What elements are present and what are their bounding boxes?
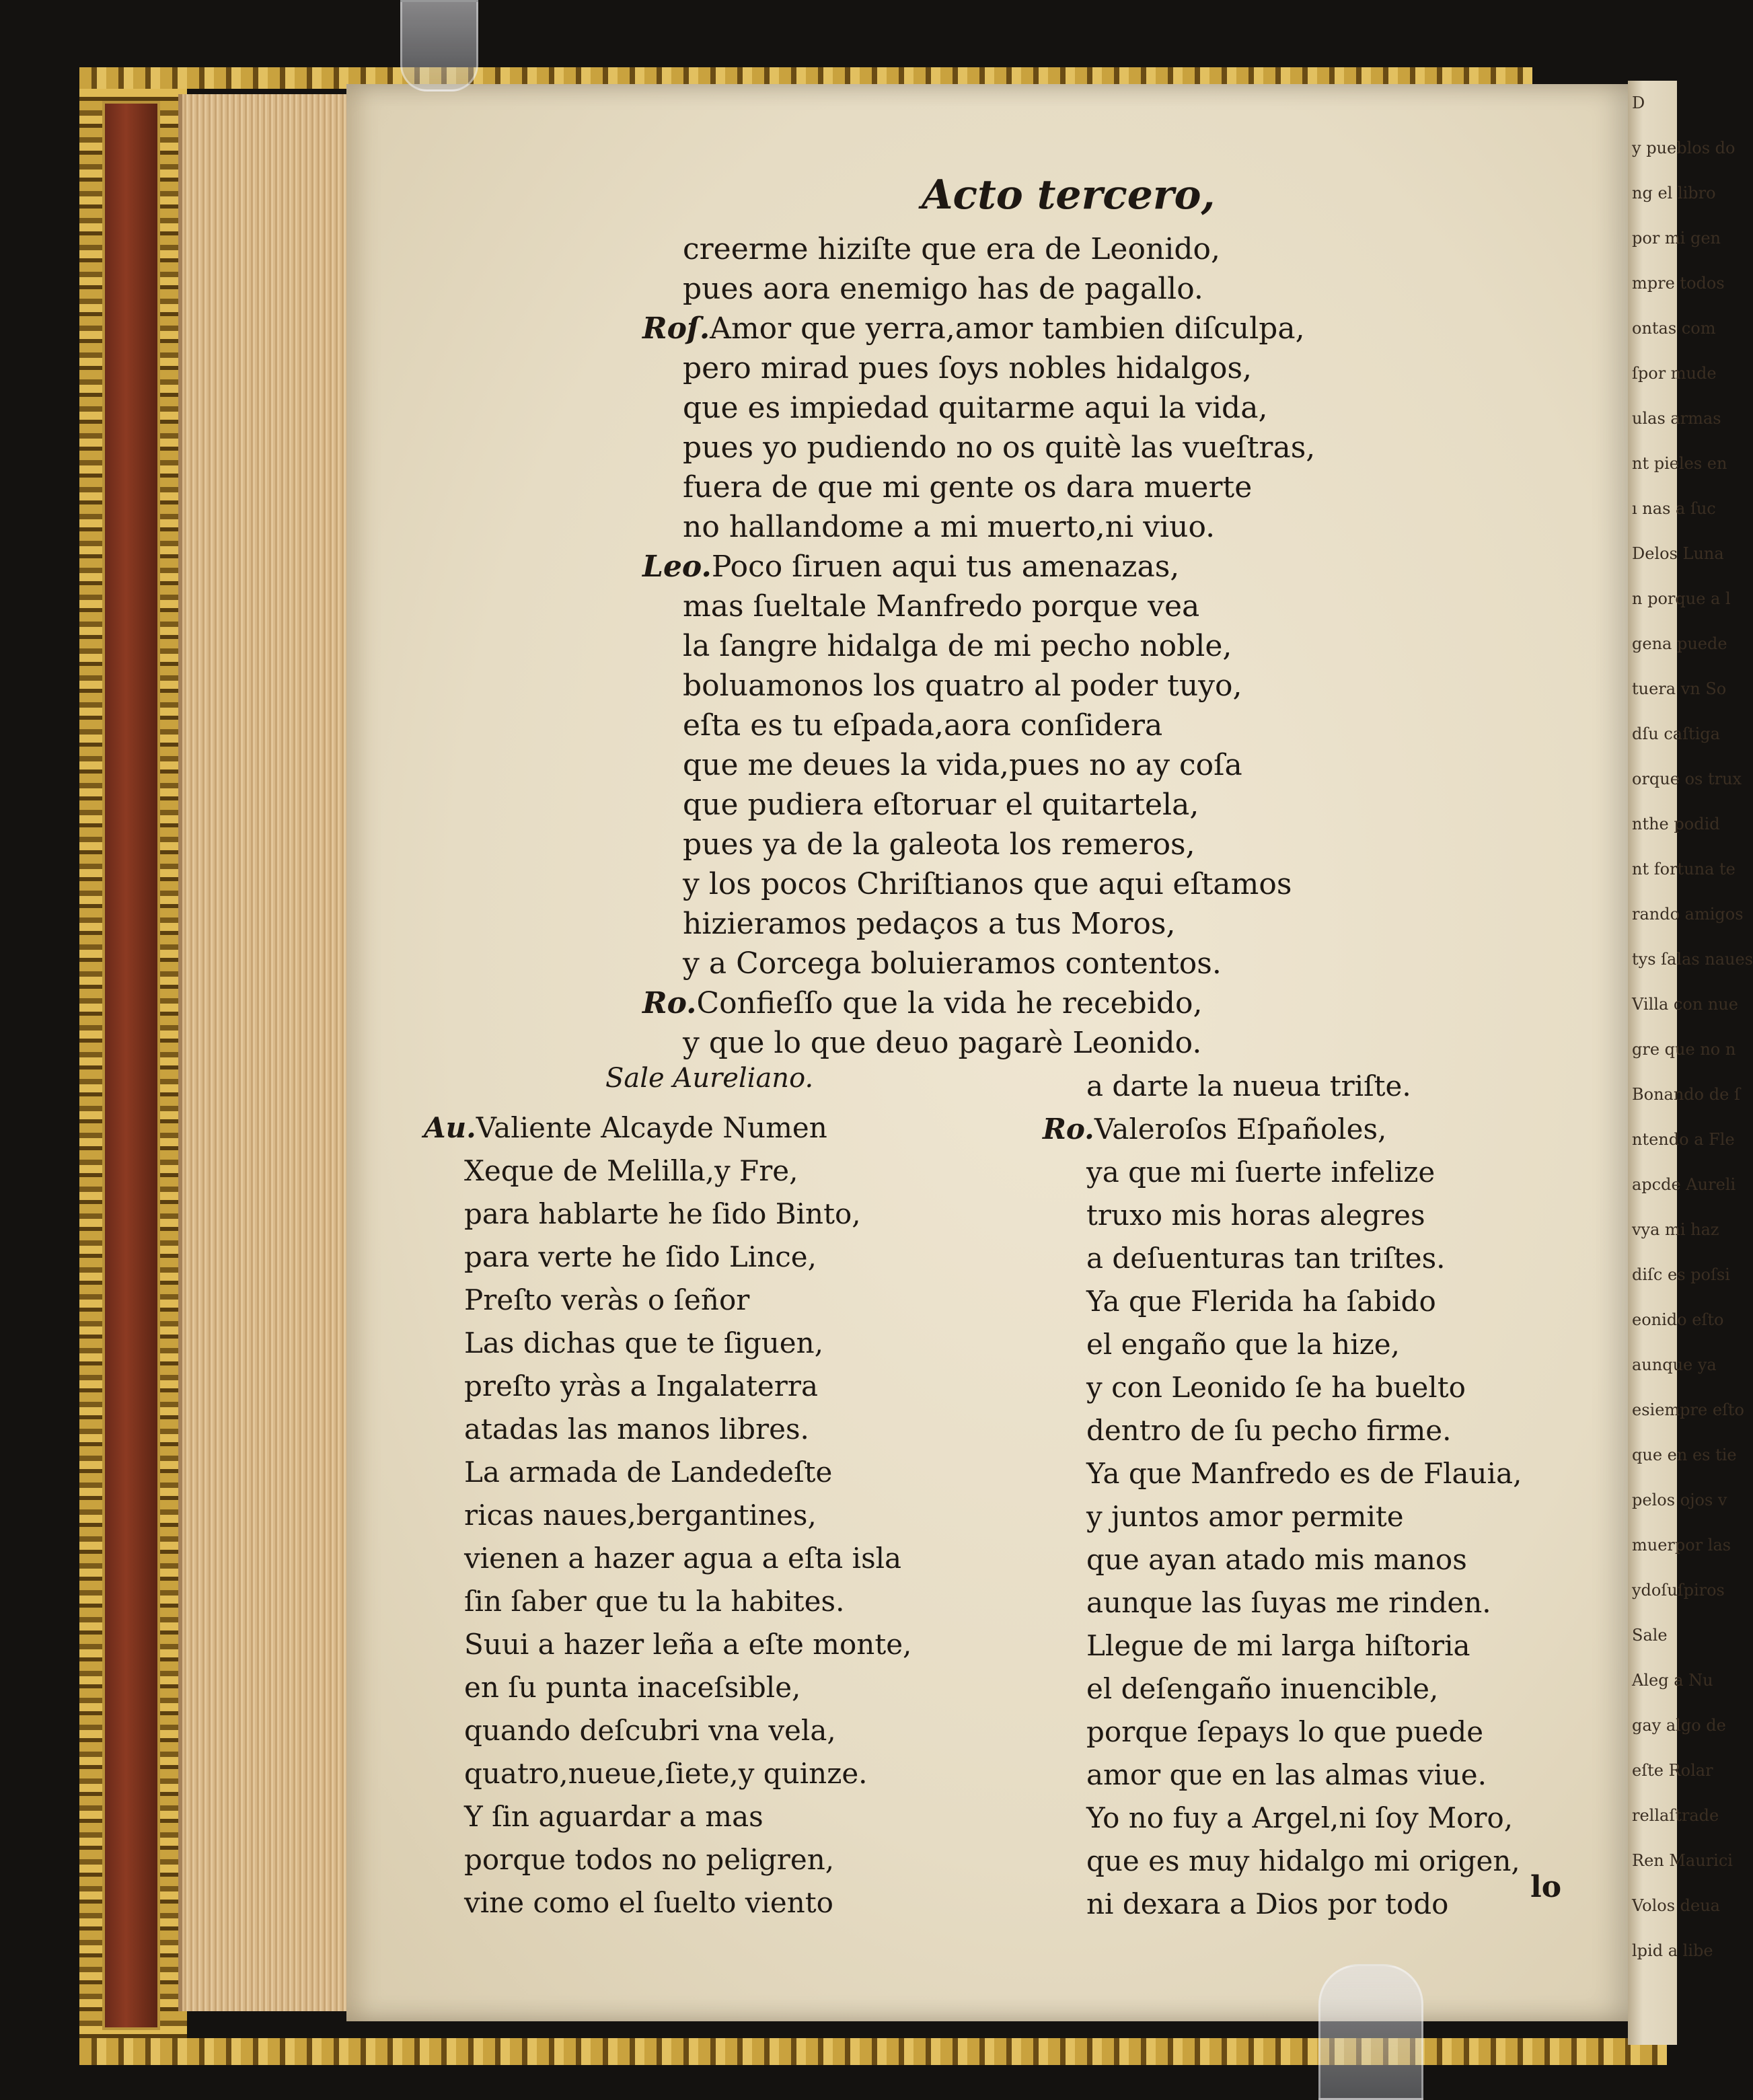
verse-text: para verte he ſido Lince, <box>464 1240 817 1273</box>
left-column-line <box>464 1714 836 1747</box>
facing-page-fragment: orque os trux <box>1632 770 1742 788</box>
right-column-line <box>1086 1629 1470 1662</box>
facing-page-fragment: apcde Aureli <box>1632 1175 1736 1194</box>
left-column-line <box>424 1111 827 1144</box>
verse-text: Confieſſo que la vida he recebido, <box>696 986 1203 1020</box>
right-column-line <box>1086 1715 1483 1748</box>
verse-text: Las dichas que te ſiguen, <box>464 1326 824 1359</box>
speaker-label: Ro. <box>642 986 697 1020</box>
verse-line <box>683 1026 1201 1060</box>
facing-page-fragment: que en es tie <box>1632 1446 1737 1464</box>
facing-page-fragment: mpre todos <box>1632 274 1725 293</box>
facing-page-sliver <box>1628 81 1753 2045</box>
facing-page-fragment: lpid a libe <box>1632 1941 1713 1960</box>
verse-line <box>683 748 1242 782</box>
left-column-line <box>464 1197 861 1230</box>
catchword: lo <box>1530 1870 1562 1904</box>
verse-text: pues yo pudiendo no os quitè las vueſtras, <box>683 430 1316 465</box>
verse-text: amor que en las almas viue. <box>1086 1758 1487 1791</box>
verse-text: que es muy hidalgo mi origen, <box>1086 1844 1520 1877</box>
left-column-line <box>464 1154 798 1187</box>
facing-page-fragment: tys ſalas naues <box>1632 950 1753 969</box>
facing-page-fragment: Ren Maurici <box>1632 1851 1733 1870</box>
verse-text: eſta es tu eſpada,aora conſidera <box>683 708 1163 743</box>
page-header: Acto tercero, <box>922 172 1216 219</box>
left-column-line <box>464 1499 817 1532</box>
verse-text: ricas naues,bergantines, <box>464 1499 817 1532</box>
verse-text: truxo mis horas alegres <box>1086 1199 1425 1232</box>
left-column-line <box>464 1240 817 1273</box>
verse-line <box>683 232 1220 266</box>
verse-text: creerme hiziſte que era de Leonido, <box>683 232 1221 266</box>
stage-direction: Sale Aureliano. <box>605 1063 814 1094</box>
verse-text: vienen a hazer agua a eſta isla <box>464 1542 902 1575</box>
facing-page-fragment: rando amigos <box>1632 905 1744 924</box>
right-column-line <box>1086 1156 1435 1189</box>
verse-text: Poco ſiruen aqui tus amenazas, <box>711 550 1180 584</box>
facing-page-fragment: por mi gen <box>1632 229 1721 248</box>
verse-line <box>642 550 1179 584</box>
verse-text: La armada de Landedeſte <box>464 1456 833 1489</box>
verse-text: y a Corcega boluieramos contentos. <box>683 946 1222 981</box>
right-column-line <box>1086 1457 1522 1490</box>
verse-text: que es impiedad quitarme aqui la vida, <box>683 391 1268 425</box>
verse-line <box>683 510 1215 544</box>
verse-text: quatro,nueue,ſiete,y quinze. <box>464 1757 868 1790</box>
verse-text: pero mirad pues ſoys nobles hidalgos, <box>683 351 1253 385</box>
verse-text: Valeroſos Eſpañoles, <box>1094 1113 1387 1146</box>
left-column-line <box>464 1800 763 1833</box>
facing-page-fragment: ulas armas <box>1632 409 1721 428</box>
right-column-line <box>1086 1500 1404 1533</box>
verse-text: atadas las manos libres. <box>464 1413 809 1446</box>
verse-line <box>683 946 1222 981</box>
facing-page-fragment: Volos deua <box>1632 1896 1720 1915</box>
verse-line <box>683 708 1162 743</box>
left-column-line <box>464 1671 800 1704</box>
facing-page-fragment: ontas com <box>1632 319 1716 338</box>
facing-page-fragment: diſc es poſsi <box>1632 1265 1730 1284</box>
facing-page-fragment: nt pieles en <box>1632 454 1727 473</box>
verse-text: dentro de ſu pecho firme. <box>1086 1414 1452 1447</box>
verse-line <box>683 867 1292 901</box>
verse-text: que ayan atado mis manos <box>1086 1543 1467 1576</box>
facing-page-fragment: eonido eſto <box>1632 1310 1724 1329</box>
facing-page-fragment: eſte Rolar <box>1632 1761 1713 1780</box>
verse-line <box>683 430 1315 465</box>
page-clip-bottom <box>1318 1964 1423 2100</box>
right-column-line <box>1086 1285 1436 1318</box>
facing-page-fragment: pelos ojos v <box>1632 1491 1727 1509</box>
right-column-line <box>1086 1672 1438 1705</box>
facing-page-fragment: ng el libro <box>1632 184 1716 202</box>
facing-page-fragment: rellaſtrade <box>1632 1806 1719 1825</box>
facing-page-fragment: Delos Luna <box>1632 544 1724 563</box>
verse-text: y los pocos Chriſtianos que aqui eſtamos <box>683 867 1292 901</box>
page-clip-top <box>400 0 478 91</box>
verse-text: a deſuenturas tan triſtes. <box>1086 1242 1446 1275</box>
facing-page-fragment: tuera vn So <box>1632 679 1727 698</box>
verse-line <box>683 272 1203 306</box>
verse-text: Xeque de Melilla,y Fre, <box>464 1154 798 1187</box>
verse-text: Suui a hazer leña a eſte monte, <box>464 1628 912 1661</box>
verse-text: ya que mi ſuerte infelize <box>1086 1156 1435 1189</box>
verse-text: quando deſcubri vna vela, <box>464 1714 836 1747</box>
right-column-line <box>1086 1371 1466 1404</box>
right-column-line <box>1086 1844 1520 1877</box>
verse-text: Ya que Flerida ha ſabido <box>1086 1285 1436 1318</box>
right-column-line <box>1086 1586 1491 1619</box>
right-column-line <box>1086 1328 1400 1361</box>
verse-text: porque ſepays lo que puede <box>1086 1715 1484 1748</box>
verse-line <box>683 669 1242 703</box>
right-column-line <box>1086 1758 1487 1791</box>
left-column-line <box>464 1370 818 1402</box>
right-column-line <box>1086 1070 1411 1102</box>
right-column-line <box>1086 1543 1467 1576</box>
verse-text: ſin ſaber que tu la habites. <box>464 1585 845 1618</box>
verse-text: la ſangre hidalga de mi pecho noble, <box>683 629 1232 663</box>
facing-page-fragment: muerpor las <box>1632 1536 1731 1554</box>
left-column-line <box>464 1542 901 1575</box>
verse-text: aunque las ſuyas me rinden. <box>1086 1586 1491 1619</box>
verse-text: fuera de que mi gente os dara muerte <box>683 470 1253 504</box>
right-column-line <box>1043 1113 1386 1146</box>
verse-line <box>683 907 1176 941</box>
left-column-line <box>464 1413 809 1446</box>
right-column-line <box>1086 1801 1513 1834</box>
facing-page-fragment: vya mi haz <box>1632 1220 1719 1239</box>
book-binding-bottom-edge <box>79 2038 1667 2065</box>
verse-text: porque todos no peligren, <box>464 1843 835 1876</box>
verse-text: que me deues la vida,pues no ay coſa <box>683 748 1242 782</box>
facing-page-fragment: Sale <box>1632 1626 1668 1645</box>
verse-text: mas ſueltale Manfredo porque vea <box>683 589 1200 624</box>
speaker-label: Roſ. <box>642 311 710 346</box>
verse-text: Preſto veràs o ſeñor <box>464 1283 750 1316</box>
facing-page-fragment: ydoſuſpiros <box>1632 1581 1725 1600</box>
verse-line <box>683 629 1232 663</box>
verse-line <box>683 827 1195 862</box>
verse-text: Valiente Alcayde Numen <box>476 1111 827 1144</box>
left-column-line <box>464 1757 868 1790</box>
verse-text: y con Leonido ſe ha buelto <box>1086 1371 1466 1404</box>
facing-page-fragment: y pueblos do <box>1632 139 1736 157</box>
verse-text: ni dexara a Dios por todo <box>1086 1887 1449 1920</box>
verse-text: Y ſin aguardar a mas <box>464 1800 763 1833</box>
verse-text: vine como el ſuelto viento <box>464 1886 833 1919</box>
verse-line <box>683 589 1199 624</box>
verse-line <box>683 351 1252 385</box>
verse-text: Llegue de mi larga hiſtoria <box>1086 1629 1470 1662</box>
facing-page-fragment: Villa con nue <box>1632 995 1738 1014</box>
verse-text: no hallandome a mi muerto,ni viuo. <box>683 510 1216 544</box>
facing-page-fragment: aunque ya <box>1632 1355 1717 1374</box>
verse-line <box>642 986 1203 1020</box>
facing-page-fragment: D <box>1632 93 1645 112</box>
left-column-line <box>464 1886 833 1919</box>
verse-line <box>683 470 1252 504</box>
left-column-line <box>464 1326 823 1359</box>
facing-page-fragment: ı nas a ſuc <box>1632 499 1716 518</box>
speaker-label: Au. <box>424 1111 476 1144</box>
facing-page-fragment: ſpor mude <box>1632 364 1717 383</box>
verse-text: Amor que yerra,amor tambien diſculpa, <box>710 311 1305 346</box>
verse-text: a darte la nueua triſte. <box>1086 1070 1411 1102</box>
right-column-line <box>1086 1199 1425 1232</box>
verse-text: pues aora enemigo has de pagallo. <box>683 272 1203 306</box>
left-column-line <box>464 1628 911 1661</box>
facing-page-fragment: esiempre eſto <box>1632 1400 1745 1419</box>
verse-text: el engaño que la hize, <box>1086 1328 1400 1361</box>
left-column-line <box>464 1283 749 1316</box>
verse-line <box>683 788 1199 822</box>
verse-text: Yo no fuy a Argel,ni ſoy Moro, <box>1086 1801 1514 1834</box>
verse-text: para hablarte he ſido Binto, <box>464 1197 861 1230</box>
verse-text: Ya que Manfredo es de Flauia, <box>1086 1457 1522 1490</box>
left-column-line <box>464 1585 844 1618</box>
facing-page-fragment: Aleg a Nu <box>1632 1671 1713 1690</box>
verse-text: y juntos amor permite <box>1086 1500 1404 1533</box>
facing-page-fragment: gay algo de <box>1632 1716 1726 1735</box>
speaker-label: Ro. <box>1043 1113 1094 1146</box>
facing-page-fragment: nt fortuna te <box>1632 860 1736 878</box>
binding-leather-spine <box>102 101 160 2030</box>
verse-text: que pudiera eſtoruar el quitartela, <box>683 788 1199 822</box>
right-column-line <box>1086 1242 1445 1275</box>
facing-page-fragment: ntendo a Fle <box>1632 1130 1735 1149</box>
verse-line <box>683 391 1267 425</box>
facing-page-fragment: nthe podid <box>1632 815 1720 833</box>
facing-page-fragment: Bonando de ſ <box>1632 1085 1740 1104</box>
facing-page-fragment: n porque a l <box>1632 589 1731 608</box>
right-column-line <box>1086 1414 1452 1447</box>
verse-text: pues ya de la galeota los remeros, <box>683 827 1195 862</box>
left-column-line <box>464 1843 834 1876</box>
verse-text: en ſu punta inaceſsible, <box>464 1671 801 1704</box>
facing-page-fragment: dſu caſtiga <box>1632 724 1720 743</box>
speaker-label: Leo. <box>642 550 712 584</box>
verse-text: preſto yràs a Ingalaterra <box>464 1370 818 1402</box>
facing-page-fragment: gena puede <box>1632 634 1727 653</box>
verse-text: y que lo que deuo pagarè Leonido. <box>683 1026 1202 1060</box>
verse-text: boluamonos los quatro al poder tuyo, <box>683 669 1242 703</box>
right-column-line <box>1086 1887 1448 1920</box>
page-block-edges <box>178 94 357 2011</box>
facing-page-fragment: gre que no n <box>1632 1040 1736 1059</box>
verse-line <box>642 311 1305 346</box>
verse-text: hizieramos pedaços a tus Moros, <box>683 907 1176 941</box>
left-column-line <box>464 1456 832 1489</box>
verse-text: el deſengaño inuencible, <box>1086 1672 1439 1705</box>
